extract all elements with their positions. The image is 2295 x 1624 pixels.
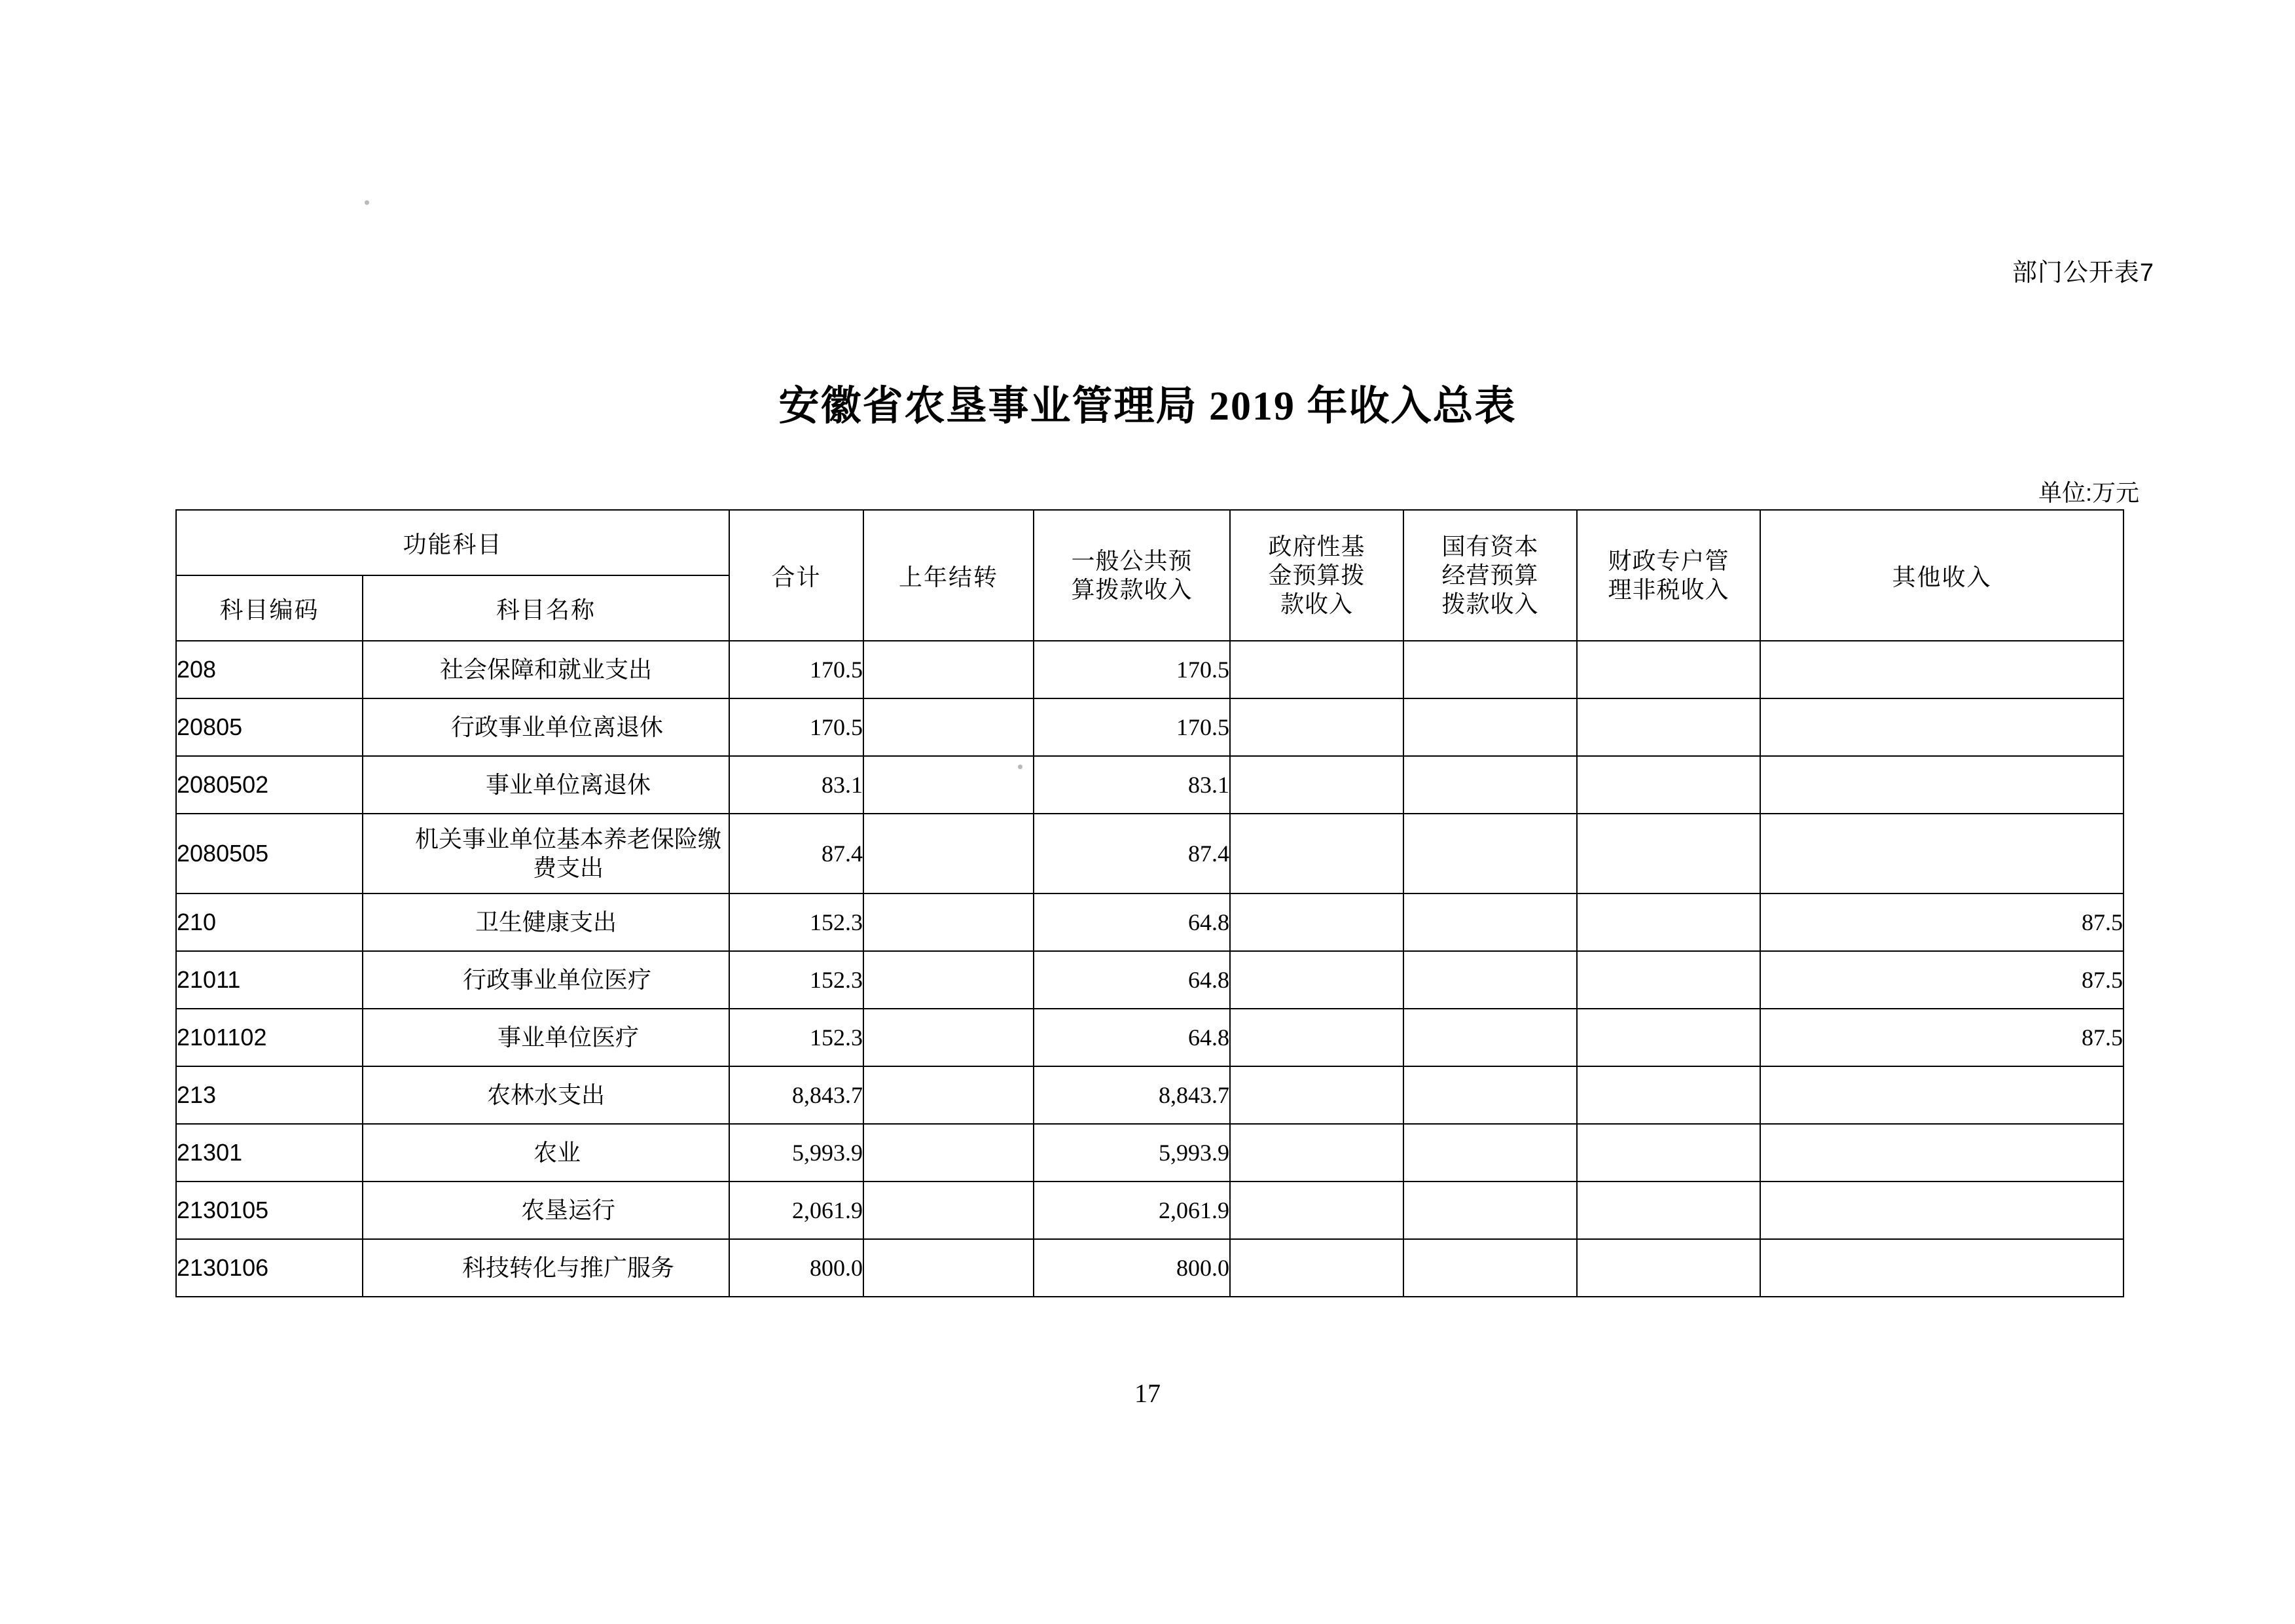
cell-state-capital xyxy=(1403,1066,1577,1124)
cell-nontax xyxy=(1577,756,1760,814)
cell-total: 152.3 xyxy=(729,1009,863,1066)
header-nontax-line2: 理非税收入 xyxy=(1608,576,1729,603)
table-row xyxy=(176,1009,2123,1066)
cell-other xyxy=(1760,641,2123,698)
header-general-public-budget-line2: 算拨款收入 xyxy=(1071,576,1193,603)
page-number: 17 xyxy=(1134,1379,1161,1408)
cell-subject-name: 卫生健康支出 xyxy=(363,893,729,951)
cell-subject-code: 20805 xyxy=(176,698,363,756)
header-gov-fund-budget xyxy=(1230,510,1403,641)
cell-nontax xyxy=(1577,893,1760,951)
cell-total: 83.1 xyxy=(729,756,863,814)
cell-nontax xyxy=(1577,1066,1760,1124)
cell-general-public: 83.1 xyxy=(1034,756,1230,814)
cell-subject-code: 21011 xyxy=(176,951,363,1009)
table-row xyxy=(176,698,2123,756)
table-row xyxy=(176,814,2123,893)
cell-carryover xyxy=(863,1009,1034,1066)
cell-other: 87.5 xyxy=(1760,951,2123,1009)
cell-total: 170.5 xyxy=(729,698,863,756)
cell-other xyxy=(1760,1124,2123,1182)
cell-general-public: 64.8 xyxy=(1034,951,1230,1009)
cell-general-public: 800.0 xyxy=(1034,1239,1230,1297)
cell-general-public: 64.8 xyxy=(1034,1009,1230,1066)
cell-subject-code: 208 xyxy=(176,641,363,698)
header-nontax-line1: 财政专户管 xyxy=(1608,547,1729,575)
cell-general-public: 170.5 xyxy=(1034,698,1230,756)
cell-state-capital xyxy=(1403,1124,1577,1182)
cell-state-capital xyxy=(1403,756,1577,814)
table-body xyxy=(176,641,2123,1297)
income-summary-table-wrap xyxy=(175,509,2123,1297)
header-state-capital-line3: 拨款收入 xyxy=(1441,590,1539,617)
income-summary-table xyxy=(175,509,2124,1297)
cell-carryover xyxy=(863,641,1034,698)
cell-gov-fund xyxy=(1230,1182,1403,1239)
cell-other xyxy=(1760,1182,2123,1239)
header-form-label: 部门公开表7 xyxy=(2012,259,2154,287)
cell-subject-code: 21301 xyxy=(176,1124,363,1182)
cell-other: 87.5 xyxy=(1760,1009,2123,1066)
header-general-public-budget-line1: 一般公共预 xyxy=(1071,547,1193,575)
cell-gov-fund xyxy=(1230,951,1403,1009)
cell-subject-code: 210 xyxy=(176,893,363,951)
cell-subject-name: 农林水支出 xyxy=(363,1066,729,1124)
cell-subject-name: 机关事业单位基本养老保险缴费支出 xyxy=(363,814,729,893)
cell-nontax xyxy=(1577,698,1760,756)
cell-gov-fund xyxy=(1230,814,1403,893)
cell-state-capital xyxy=(1403,1182,1577,1239)
table-header-row-1 xyxy=(176,510,2123,575)
cell-carryover xyxy=(863,698,1034,756)
cell-subject-name: 社会保障和就业支出 xyxy=(363,641,729,698)
cell-subject-name: 事业单位离退休 xyxy=(363,756,729,814)
header-state-capital-line1: 国有资本 xyxy=(1441,533,1539,560)
cell-total: 152.3 xyxy=(729,893,863,951)
cell-other xyxy=(1760,698,2123,756)
cell-state-capital xyxy=(1403,951,1577,1009)
cell-gov-fund xyxy=(1230,756,1403,814)
cell-general-public: 170.5 xyxy=(1034,641,1230,698)
header-general-public-budget xyxy=(1034,510,1230,641)
cell-subject-name: 行政事业单位医疗 xyxy=(363,951,729,1009)
cell-carryover xyxy=(863,756,1034,814)
cell-other xyxy=(1760,814,2123,893)
cell-gov-fund xyxy=(1230,1124,1403,1182)
cell-total: 87.4 xyxy=(729,814,863,893)
cell-subject-name: 科技转化与推广服务 xyxy=(363,1239,729,1297)
header-total: 合计 xyxy=(729,510,863,641)
page-title: 安徽省农垦事业管理局 2019 年收入总表 xyxy=(778,384,1517,429)
cell-carryover xyxy=(863,814,1034,893)
cell-carryover xyxy=(863,1066,1034,1124)
table-row xyxy=(176,1124,2123,1182)
cell-total: 2,061.9 xyxy=(729,1182,863,1239)
header-gov-fund-line3: 款收入 xyxy=(1280,590,1354,617)
table-row xyxy=(176,1182,2123,1239)
cell-state-capital xyxy=(1403,893,1577,951)
table-row xyxy=(176,756,2123,814)
cell-gov-fund xyxy=(1230,1009,1403,1066)
cell-nontax xyxy=(1577,1124,1760,1182)
cell-other: 87.5 xyxy=(1760,893,2123,951)
cell-other xyxy=(1760,1066,2123,1124)
cell-state-capital xyxy=(1403,814,1577,893)
cell-general-public: 87.4 xyxy=(1034,814,1230,893)
cell-subject-code: 2130105 xyxy=(176,1182,363,1239)
cell-carryover xyxy=(863,1124,1034,1182)
cell-total: 5,993.9 xyxy=(729,1124,863,1182)
cell-subject-name: 行政事业单位离退休 xyxy=(363,698,729,756)
cell-nontax xyxy=(1577,814,1760,893)
cell-total: 152.3 xyxy=(729,951,863,1009)
cell-carryover xyxy=(863,893,1034,951)
cell-gov-fund xyxy=(1230,1239,1403,1297)
cell-nontax xyxy=(1577,1009,1760,1066)
cell-nontax xyxy=(1577,1239,1760,1297)
cell-general-public: 5,993.9 xyxy=(1034,1124,1230,1182)
cell-subject-name: 事业单位医疗 xyxy=(363,1009,729,1066)
cell-nontax xyxy=(1577,641,1760,698)
cell-state-capital xyxy=(1403,1009,1577,1066)
cell-subject-code: 2080505 xyxy=(176,814,363,893)
unit-note: 单位:万元 xyxy=(2038,479,2139,506)
cell-subject-code: 2130106 xyxy=(176,1239,363,1297)
header-subject-code: 科目编码 xyxy=(176,575,363,641)
cell-subject-code: 2101102 xyxy=(176,1009,363,1066)
cell-subject-code: 2080502 xyxy=(176,756,363,814)
cell-subject-code: 213 xyxy=(176,1066,363,1124)
header-gov-fund-line1: 政府性基 xyxy=(1268,533,1365,560)
header-other-income: 其他收入 xyxy=(1760,510,2123,641)
header-functional-category: 功能科目 xyxy=(176,510,729,575)
header-gov-fund-line2: 金预算拨 xyxy=(1268,562,1365,589)
cell-gov-fund xyxy=(1230,698,1403,756)
cell-carryover xyxy=(863,951,1034,1009)
table-row xyxy=(176,641,2123,698)
cell-subject-name: 农业 xyxy=(363,1124,729,1182)
cell-gov-fund xyxy=(1230,893,1403,951)
cell-gov-fund xyxy=(1230,641,1403,698)
table-row xyxy=(176,1239,2123,1297)
cell-subject-name: 农垦运行 xyxy=(363,1182,729,1239)
cell-carryover xyxy=(863,1239,1034,1297)
cell-general-public: 64.8 xyxy=(1034,893,1230,951)
cell-general-public: 2,061.9 xyxy=(1034,1182,1230,1239)
header-state-capital-budget xyxy=(1403,510,1577,641)
cell-other xyxy=(1760,756,2123,814)
header-subject-name: 科目名称 xyxy=(363,575,729,641)
cell-total: 800.0 xyxy=(729,1239,863,1297)
header-nontax-income xyxy=(1577,510,1760,641)
header-state-capital-line2: 经营预算 xyxy=(1441,562,1539,589)
cell-nontax xyxy=(1577,1182,1760,1239)
table-row xyxy=(176,893,2123,951)
table-row xyxy=(176,951,2123,1009)
table-row xyxy=(176,1066,2123,1124)
cell-carryover xyxy=(863,1182,1034,1239)
cell-total: 170.5 xyxy=(729,641,863,698)
cell-other xyxy=(1760,1239,2123,1297)
cell-general-public: 8,843.7 xyxy=(1034,1066,1230,1124)
cell-total: 8,843.7 xyxy=(729,1066,863,1124)
scan-speck xyxy=(365,200,369,205)
cell-state-capital xyxy=(1403,698,1577,756)
cell-state-capital xyxy=(1403,1239,1577,1297)
cell-gov-fund xyxy=(1230,1066,1403,1124)
cell-nontax xyxy=(1577,951,1760,1009)
header-carryover: 上年结转 xyxy=(863,510,1034,641)
cell-state-capital xyxy=(1403,641,1577,698)
